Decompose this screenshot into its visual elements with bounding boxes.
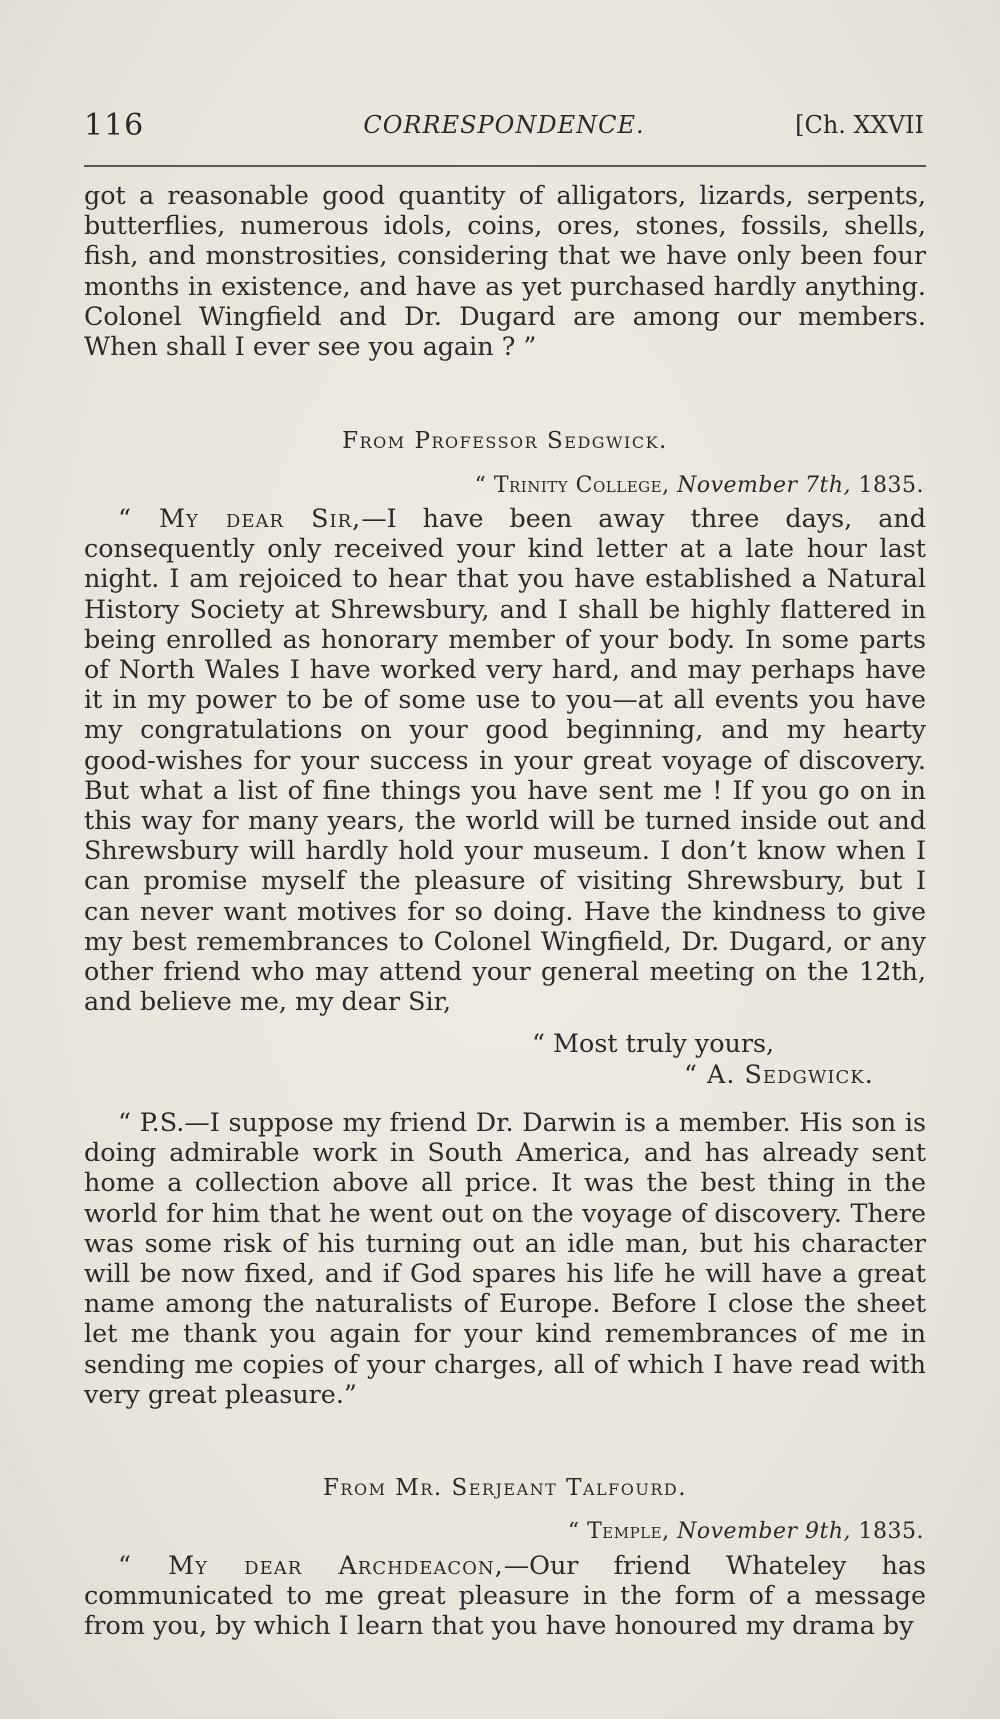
dateline-day: November 7th,	[677, 473, 852, 498]
continuation-paragraph	[84, 180, 926, 361]
letter-body-text: —Our friend Whateley has communicated to me great pleasure in the form of a message from you, by which I learn that you have honoured my drama by	[84, 1550, 927, 1641]
dateline-day: November 9th,	[677, 1519, 852, 1544]
signature: “ A. Sedgwick.	[684, 1059, 874, 1089]
letter-body-text: —I have been away three days, and consequently only received your kind letter at a late hour last night. I am rejoiced to hear that you have established a Natural History Society at Shrewsbury, and I shall be highly flattered in being enrolled as honorary member of your body. In some parts of North Wales I have worked very hard, and may perhaps have it in my power to be of some use to you—at all events you have my congratulations on your good beginning, and my hearty good-wishes for your success in your great voyage of discovery. But what a list of fine things you have sent me ! If you go on in this way for many years, the world will be turned inside out and Shrewsbury will hardly hold your museum. I don’t know when I can promise myself the pleasure of visiting Shrewsbury, but I can never want motives for so doing. Have the kindness to give my best remembrances to Colonel Wingfield, Dr. Dugard, or any other friend who may attend your general meeting on the 12th, and believe me, my dear Sir,	[84, 503, 926, 1017]
dateline-place: “ Temple,	[567, 1519, 670, 1544]
closing-line: “ Most truly yours,	[532, 1028, 775, 1058]
talfourd-letter-body	[84, 1550, 926, 1641]
continuation-text: got a reasonable good quantity of alligators, lizards, serpents, butterflies, numerous idols, coins, ores, stones, fossils, shells, fish, and monstrosities, considering that we have only been four months in existence, and have as yet purchased hardly anything. Colonel Wingfield and Dr. Dugard are among our members. When shall I ever see you again ? ”	[84, 180, 926, 362]
postscript-block	[84, 1107, 926, 1409]
letter-heading-sedgwick: From Professor Sedgwick.	[342, 428, 668, 454]
dateline-place: “ Trinity College,	[474, 473, 670, 498]
sedgwick-letter-body	[84, 503, 926, 1016]
salutation: “ My dear Archdeacon,	[118, 1550, 504, 1580]
header-rule	[84, 165, 926, 167]
dateline-talfourd	[568, 1519, 924, 1544]
dateline-sedgwick	[475, 473, 924, 498]
dateline-year: 1835.	[858, 473, 924, 498]
running-title: CORRESPONDENCE.	[363, 111, 645, 139]
page-header	[84, 108, 924, 152]
chapter-label: [Ch. XXVII	[795, 111, 924, 139]
dateline-year: 1835.	[858, 1519, 924, 1544]
page-number: 116	[84, 108, 145, 143]
sedgwick-paragraph	[84, 503, 926, 1016]
salutation: “ My dear Sir,	[118, 503, 362, 533]
postscript-text: “ P.S.—I suppose my friend Dr. Darwin is a member. His son is doing admirable work in South America, and has already sent home a collection above all price. It was the best thing in the world for him that he went out on the voyage of discovery. There was some risk of his turning out an idle man, but his character will be now fixed, and if God spares his life he will have a great name among the naturalists of Europe. Before I close the sheet let me thank you again for your kind remembrances of me in sending me copies of your charges, all of which I have read with very great pleasure.”	[84, 1107, 926, 1409]
letter-heading-talfourd: From Mr. Serjeant Talfourd.	[322, 1475, 688, 1501]
talfourd-paragraph	[84, 1550, 926, 1641]
